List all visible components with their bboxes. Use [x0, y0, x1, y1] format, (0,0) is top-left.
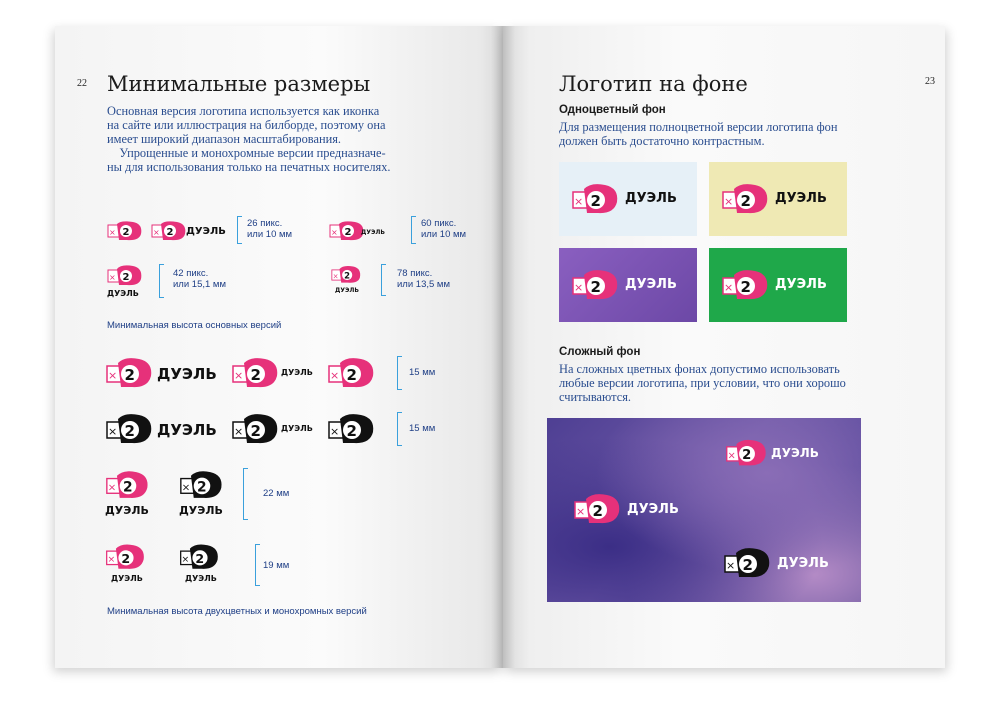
- complex-background-image: [547, 418, 861, 602]
- spine-shadow: [491, 26, 515, 668]
- svg-text:2: 2: [195, 550, 205, 566]
- height-label: 15 мм: [409, 367, 436, 378]
- svg-text:×: ×: [331, 228, 338, 237]
- size-value: 60 пикс.: [421, 218, 457, 229]
- svg-text:×: ×: [107, 554, 116, 566]
- paragraph-line: Упрощенные и монохромные версии предназначе-: [107, 146, 386, 160]
- page-number-right: 23: [925, 76, 935, 87]
- duel-logo-icon: [725, 438, 769, 468]
- duel-logo-icon: [151, 220, 191, 242]
- svg-text:2: 2: [124, 366, 135, 384]
- page-number-left: 22: [77, 78, 87, 89]
- paragraph-line: считываются.: [559, 390, 631, 404]
- svg-text:2: 2: [346, 422, 357, 440]
- size-value: или 10 мм: [421, 229, 467, 240]
- size-bracket: [411, 216, 412, 244]
- duel-wordmark: ДУЭЛЬ: [185, 574, 217, 583]
- height-label: 22 мм: [263, 488, 290, 499]
- duel-logo-stacked-icon: [107, 264, 147, 288]
- duel-wordmark: ДУЭЛЬ: [625, 191, 677, 206]
- duel-wordmark: ДУЭЛЬ: [361, 229, 385, 236]
- duel-wordmark: ДУЭЛЬ: [107, 289, 139, 298]
- duel-wordmark: ДУЭЛЬ: [281, 424, 313, 433]
- complex-bg-text: [559, 362, 846, 404]
- svg-text:×: ×: [109, 273, 116, 282]
- svg-text:2: 2: [740, 192, 751, 210]
- svg-text:×: ×: [726, 559, 736, 572]
- svg-text:×: ×: [574, 195, 584, 208]
- size-bracket: [243, 468, 244, 520]
- size-label: [247, 218, 292, 240]
- duel-wordmark: ДУЭЛЬ: [157, 365, 217, 383]
- svg-text:×: ×: [724, 281, 734, 294]
- caption-two-color-versions: Минимальная высота двухцветных и монохромных версий: [107, 606, 367, 617]
- svg-text:×: ×: [153, 228, 160, 237]
- swatch-pale-yellow: [709, 162, 847, 236]
- duel-wordmark: ДУЭЛЬ: [771, 446, 819, 460]
- duel-logo-mono-icon: [105, 412, 155, 446]
- size-value: или 13,5 мм: [397, 279, 450, 290]
- duel-logo-icon: [105, 356, 155, 390]
- svg-text:×: ×: [107, 482, 117, 494]
- svg-text:2: 2: [166, 227, 174, 238]
- svg-text:2: 2: [250, 366, 261, 384]
- duel-logo-stacked-icon: [331, 264, 365, 286]
- right-page: [503, 26, 945, 668]
- caption-main-versions: Минимальная высота основных версий: [107, 320, 282, 331]
- size-label: [173, 268, 226, 290]
- intro-paragraph: [107, 104, 391, 174]
- size-bracket: [159, 264, 160, 298]
- duel-wordmark: ДУЭЛЬ: [775, 277, 827, 292]
- svg-text:×: ×: [574, 281, 584, 294]
- svg-text:×: ×: [332, 272, 339, 281]
- paragraph-line: ны для использования только на печатных носителях.: [107, 160, 391, 174]
- duel-logo-icon: [327, 356, 377, 390]
- duel-logo-icon: [107, 220, 147, 242]
- svg-text:×: ×: [724, 195, 734, 208]
- size-value: 26 пикс.: [247, 218, 283, 229]
- paragraph-line: Для размещения полноцветной версии логотипа фон: [559, 120, 838, 134]
- svg-text:×: ×: [109, 228, 116, 237]
- paragraph-line: на сайте или иллюстрация на билборде, поэтому она: [107, 118, 386, 132]
- svg-text:2: 2: [590, 278, 601, 296]
- svg-text:2: 2: [742, 448, 752, 464]
- paragraph-line: имеет широкий диапазон масштабирования.: [107, 132, 342, 146]
- svg-text:2: 2: [344, 227, 352, 238]
- svg-text:×: ×: [234, 369, 244, 382]
- svg-text:2: 2: [344, 271, 351, 282]
- duel-logo-mono-stacked-icon: [179, 468, 225, 502]
- size-value: или 10 мм: [247, 229, 293, 240]
- size-value: или 15,1 мм: [173, 279, 226, 290]
- size-bracket: [255, 544, 256, 586]
- svg-text:2: 2: [122, 227, 130, 238]
- svg-text:2: 2: [592, 502, 603, 520]
- svg-text:2: 2: [346, 366, 357, 384]
- svg-text:×: ×: [108, 369, 118, 382]
- left-page: [55, 26, 503, 668]
- svg-text:2: 2: [122, 272, 130, 283]
- svg-text:2: 2: [250, 422, 261, 440]
- height-label: 15 мм: [409, 423, 436, 434]
- paragraph-line: любые версии логотипа, при условии, что они хорошо: [559, 376, 846, 390]
- duel-logo-mono-stacked-icon: [179, 542, 221, 572]
- svg-text:2: 2: [590, 192, 601, 210]
- duel-logo-mono-icon: [723, 546, 773, 580]
- svg-text:×: ×: [234, 425, 244, 438]
- duel-wordmark: ДУЭЛЬ: [775, 191, 827, 206]
- swatch-light-blue: [559, 162, 697, 236]
- svg-text:2: 2: [121, 550, 131, 566]
- duel-logo-stacked-icon: [105, 542, 147, 572]
- duel-wordmark: ДУЭЛЬ: [186, 226, 226, 237]
- duel-logo-icon: [571, 182, 621, 216]
- duel-wordmark: ДУЭЛЬ: [627, 502, 679, 517]
- subheading-complex-bg: Сложный фон: [559, 346, 641, 358]
- page-title-left: Минимальные размеры: [107, 72, 371, 96]
- duel-wordmark: ДУЭЛЬ: [777, 556, 829, 571]
- size-value: 42 пикс.: [173, 268, 209, 279]
- height-label: 19 мм: [263, 560, 290, 571]
- duel-logo-icon: [571, 268, 621, 302]
- duel-logo-mono-icon: [327, 412, 377, 446]
- paragraph-line: Основная версия логотипа используется как иконка: [107, 104, 380, 118]
- duel-wordmark: ДУЭЛЬ: [157, 421, 217, 439]
- duel-logo-stacked-icon: [105, 468, 151, 502]
- size-bracket: [381, 264, 382, 296]
- size-bracket: [397, 356, 398, 390]
- swatch-green: [709, 248, 847, 322]
- duel-wordmark: ДУЭЛЬ: [281, 368, 313, 377]
- svg-text:2: 2: [124, 422, 135, 440]
- subheading-solid-bg: Одноцветный фон: [559, 104, 666, 116]
- page-title-right: Логотип на фоне: [559, 72, 748, 96]
- svg-text:2: 2: [122, 479, 133, 496]
- duel-logo-icon: [721, 182, 771, 216]
- swatch-purple: [559, 248, 697, 322]
- svg-text:×: ×: [330, 369, 340, 382]
- booklet-spread: [55, 26, 945, 668]
- duel-logo-icon: [721, 268, 771, 302]
- paragraph-line: На сложных цветных фонах допустимо использовать: [559, 362, 840, 376]
- duel-logo-mono-icon: [231, 412, 281, 446]
- duel-logo-icon: [231, 356, 281, 390]
- svg-text:2: 2: [742, 556, 753, 574]
- size-label: [397, 268, 450, 290]
- paragraph-line: должен быть достаточно контрастным.: [559, 134, 765, 148]
- duel-wordmark: ДУЭЛЬ: [111, 574, 143, 583]
- svg-text:×: ×: [330, 425, 340, 438]
- size-label: [421, 218, 466, 240]
- svg-text:×: ×: [108, 425, 118, 438]
- svg-text:2: 2: [196, 479, 207, 496]
- svg-text:×: ×: [727, 450, 736, 462]
- size-bracket: [237, 216, 238, 244]
- svg-text:×: ×: [181, 554, 190, 566]
- size-value: 78 пикс.: [397, 268, 433, 279]
- svg-text:×: ×: [181, 482, 191, 494]
- duel-wordmark: ДУЭЛЬ: [335, 287, 359, 294]
- duel-wordmark: ДУЭЛЬ: [625, 277, 677, 292]
- duel-wordmark: ДУЭЛЬ: [105, 504, 149, 517]
- svg-text:×: ×: [576, 505, 586, 518]
- size-bracket: [397, 412, 398, 446]
- solid-bg-text: [559, 120, 837, 148]
- duel-logo-icon: [573, 492, 623, 526]
- duel-wordmark: ДУЭЛЬ: [179, 504, 223, 517]
- svg-text:2: 2: [740, 278, 751, 296]
